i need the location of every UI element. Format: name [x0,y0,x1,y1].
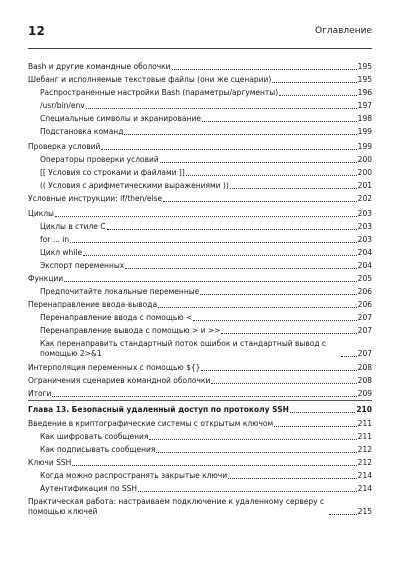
toc-entry-title: Перенаправление ввода-вывода [28,300,158,309]
toc-entry-title: Ограничения сценариев командной оболочки [28,376,211,385]
toc-entry-page: 207 [357,349,372,358]
dot-leader [272,82,356,83]
dot-leader [211,383,356,384]
dot-leader [124,134,356,135]
toc-entry-page: 206 [357,287,372,296]
toc-entry [40,101,372,111]
toc-entry [28,142,372,152]
toc-entry [40,181,372,191]
toc-entry-page: 200 [357,168,372,177]
toc-entry-title: [[ Условия со строками и файлами ]] [40,168,185,177]
toc-entry [40,88,372,98]
toc-entry-title: Введение в криптографические системы с открытым ключом [28,419,274,428]
toc-entry-title: Аутентификация по SSH [40,484,138,493]
toc-entry-page: 204 [357,248,372,257]
toc-entry-page: 211 [357,432,372,441]
toc-entry-page: 211 [357,419,372,428]
toc-entry-page: 212 [357,458,372,467]
toc-entry-page: 195 [357,62,372,71]
toc-entry [28,458,372,468]
toc-entry [40,261,372,271]
toc-entry-page: 204 [357,261,372,270]
toc-entry [40,235,372,245]
toc-entry-page: 201 [357,181,372,190]
toc-entry [40,432,372,442]
dot-leader [341,356,357,357]
dot-leader [221,333,356,334]
toc-entry-title: for ... in [40,235,70,244]
toc-entry-title: Экспорт переменных [40,261,125,270]
toc-entry [40,127,372,137]
chapter-divider [28,400,372,401]
dot-leader [55,216,357,217]
toc-entry [28,419,372,429]
toc-entry [28,194,372,204]
toc-entry-title: Шебанг и исполняемые текстовые файлы (они же сценарии) [28,75,272,84]
toc-entry-title: (( Условия с арифметическими выражениями )) [40,181,229,190]
toc-entry-title: Функции [28,274,64,283]
toc-entry [28,497,372,517]
toc-entry [40,114,372,124]
toc-entry-page: 209 [357,389,372,398]
toc-entry-title: Как шифровать сообщения [40,432,149,441]
toc-entry-page: 198 [357,114,372,123]
page-number: 12 [28,24,46,38]
running-header-section-title: Оглавление [315,26,372,36]
toc-entry-title: Перенаправление ввода с помощью < [40,313,193,322]
toc-entry-title: Операторы проверки условий [40,155,159,164]
toc-entry [28,389,372,399]
toc-entry [40,168,372,178]
dot-leader [202,121,357,122]
toc-entry [40,155,372,165]
toc-entry-title: Ключи SSH [28,458,72,467]
toc-entry [40,222,372,232]
toc-entry-page: 206 [357,300,372,309]
dot-leader [172,69,357,70]
toc-entry [40,287,372,297]
toc-entry-title: Специальные символы и экранирование [40,114,201,123]
toc-entry-page: 208 [357,363,372,372]
toc-entry-title: Циклы [28,209,54,218]
toc-entry-title: Распространенные настройки Bash (параметры/аргументы) [40,88,279,97]
toc-entry-title: Bash и другие командные оболочки [28,62,171,71]
toc-entry [40,248,372,258]
toc-entry-title: Циклы в стиле C [40,222,106,231]
dot-leader [156,452,356,453]
toc-entry-page: 199 [357,142,372,151]
dot-leader [158,307,357,308]
toc-entry [40,313,372,323]
dot-leader [290,412,355,413]
toc-entry-page: 210 [356,405,372,414]
dot-leader [72,465,356,466]
toc-entry-title: Глава 13. Безопасный удаленный доступ по протоколу SSH [28,405,289,414]
dot-leader [279,95,357,96]
toc-entry-page: 214 [357,471,372,480]
toc-chapter-entry [28,405,372,415]
dot-leader [200,294,356,295]
toc-entry-page: 203 [357,235,372,244]
dot-leader [228,478,357,479]
toc-entry-title: Перенаправление вывода с помощью > и >> [40,326,221,335]
dot-leader [64,281,356,282]
toc-entry-page: 212 [357,445,372,454]
toc-entry-page: 203 [357,209,372,218]
toc-entry-title: Итоги [28,389,52,398]
toc-entry-page: 214 [357,484,372,493]
toc-entry [28,75,372,85]
toc-entry-title: Практическая работа: настраиваем подключение к удаленному серверу с помощью ключей [28,497,325,516]
dot-leader [230,188,357,189]
toc-entry-title: Предпочитайте локальные переменные [40,287,200,296]
dot-leader [149,439,356,440]
toc-entry-page: 208 [357,376,372,385]
toc-entry [40,484,372,494]
toc-entry [40,471,372,481]
toc-entry [28,209,372,219]
toc-entry-page: 205 [357,274,372,283]
toc-entry-page: 197 [357,101,372,110]
dot-leader [138,491,357,492]
toc-entry-title: /usr/bin/env [40,101,85,110]
dot-leader [83,255,357,256]
dot-leader [201,370,356,371]
dot-leader [329,514,357,515]
toc-entry [40,339,372,359]
toc-entry [28,300,372,310]
toc-entry-title: Интерполяция переменных с помощью ${} [28,363,201,372]
toc-entry-title: Как подписывать сообщения [40,445,156,454]
toc-entry-page: 200 [357,155,372,164]
toc-entry-title: Условные инструкции: if/then/else [28,194,163,203]
toc-entry-title: Как перенаправить стандартный поток ошибок и стандартный вывод с помощью 2>&1 [40,339,327,358]
toc-entry [40,445,372,455]
dot-leader [86,108,357,109]
toc-entry [28,376,372,386]
toc-entry-page: 215 [357,507,372,516]
dot-leader [52,396,356,397]
dot-leader [107,229,357,230]
dot-leader [160,162,357,163]
toc-entry-page: 202 [357,194,372,203]
dot-leader [186,175,357,176]
toc-entry [28,274,372,284]
dot-leader [101,149,356,150]
toc-entry-page: 199 [357,127,372,136]
toc-entry-title: Когда можно распространять закрытые ключи [40,471,228,480]
toc-entry-page: 195 [357,75,372,84]
toc-entry-title: Цикл while [40,248,83,257]
dot-leader [274,426,357,427]
toc-entry-title: Проверка условий [28,142,101,151]
toc-entry-page: 207 [357,313,372,322]
toc-entry-page: 203 [357,222,372,231]
toc-entry-page: 196 [357,88,372,97]
toc-entry-page: 207 [357,326,372,335]
header-rule [28,48,372,49]
dot-leader [193,320,356,321]
toc-entry [28,363,372,373]
dot-leader [125,268,356,269]
dot-leader [70,242,357,243]
toc-entry [28,62,372,72]
toc-entry [40,326,372,336]
toc-entry-title: Подстановка команд [40,127,124,136]
dot-leader [163,201,357,202]
